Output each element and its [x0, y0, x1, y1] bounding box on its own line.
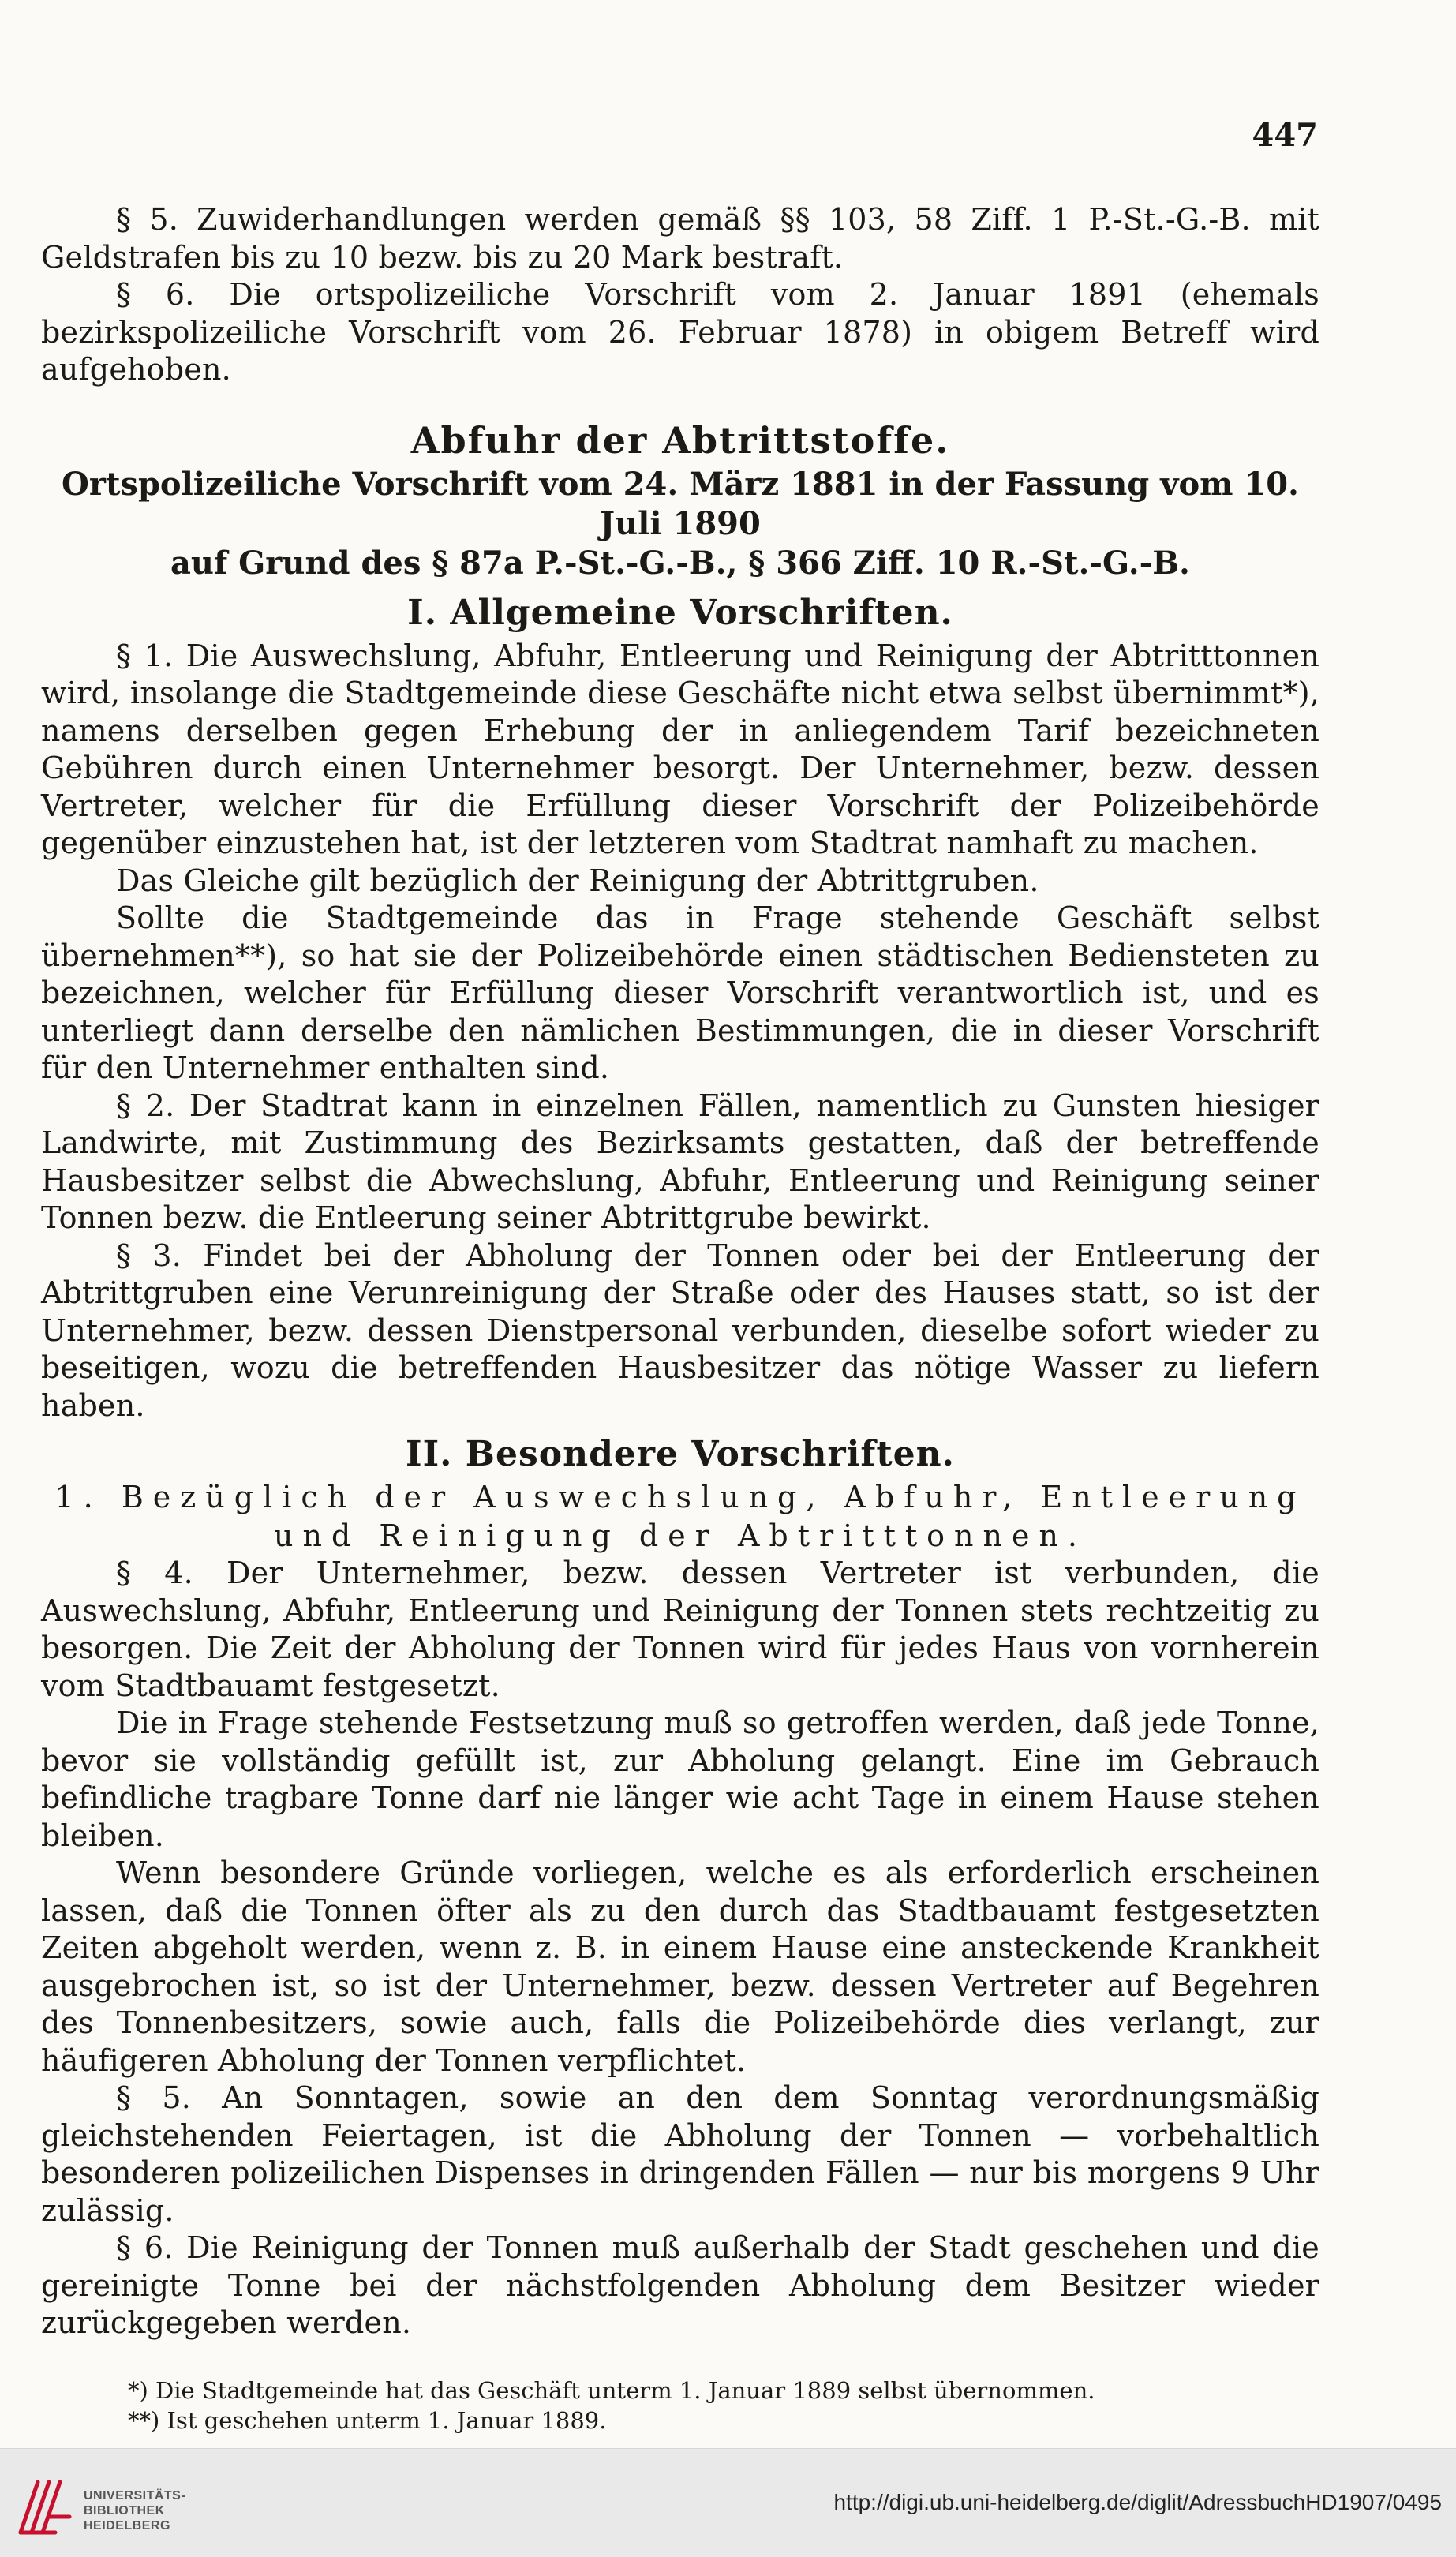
section-heading: I. Allgemeine Vorschriften. [407, 592, 953, 633]
footnotes [41, 2375, 1319, 2435]
library-logo[interactable] [14, 2471, 227, 2542]
intro-block [41, 201, 1319, 389]
paragraph: § 1. Die Auswechslung, Abfuhr, Entleerung und Reinigung der Abtritttonnen wird, insolange die Stadtgemeinde diese Geschäfte nicht etwa selbst übernimmt*), namens derselben gegen Erhebung der in anliegendem Tarif bezeichneten Gebühren durch einen Unternehmer besorgt. Der Unternehmer, bezw. dessen Vertreter, welcher für die Erfüllung dieser Vorschrift der Polizeibehörde gegenüber einzustehen hat, ist der letzteren vom Stadtrat namhaft zu machen. [41, 638, 1319, 860]
footnote: **) Ist geschehen unterm 1. Januar 1889. [128, 2406, 607, 2434]
logo-line: UNIVERSITÄTS- [84, 2489, 186, 2503]
paragraph: § 3. Findet bei der Abholung der Tonnen oder bei der Entleerung der Abtrittgruben eine Verunreinigung der Straße oder des Hauses statt, so ist der Unternehmer, bezw. dessen Dienstpersonal verbunden, dieselbe sofort wieder zu beseitigen, wozu die betreffenden Hausbesitzer das nötige Wasser zu liefern haben. [41, 1237, 1319, 1423]
paragraph: § 5. An Sonntagen, sowie an den dem Sonntag verordnungsmäßig gleichstehenden Feiertagen, ist die Abholung der Tonnen — vorbehaltlich besonderen polizeilichen Dispenses in dringenden Fällen — nur bis morgens 9 Uhr zulässig. [41, 2080, 1319, 2228]
article-title: Abfuhr der Abtrittstoffe. [410, 418, 950, 462]
paragraph: § 5. Zuwiderhandlungen werden gemäß §§ 103, 58 Ziff. 1 P.-St.-G.-B. mit Geldstrafen bis zu 10 bezw. bis zu 20 Mark bestraft. [41, 202, 1319, 275]
library-logo-icon [14, 2471, 76, 2539]
paragraph: Wenn besondere Gründe vorliegen, welche es als erforderlich erscheinen lassen, daß die Tonnen öfter als zu den durch das Stadtbauamt festgesetzten Zeiten abgeholt werden, wenn z. B. in einem Hause eine ansteckende Krankheit ausgebrochen ist, so ist der Unternehmer, bezw. dessen Vertreter auf Begehren des Tonnenbesitzers, sowie auch, falls die Polizeibehörde dies verlangt, zur häufigeren Abholung der Tonnen verpflichtet. [41, 1855, 1319, 2078]
paragraph: Das Gleiche gilt bezüglich der Reinigung der Abtrittgruben. [116, 863, 1039, 898]
footnote: *) Die Stadtgemeinde hat das Geschäft unterm 1. Januar 1889 selbst übernommen. [128, 2376, 1095, 2404]
permalink[interactable]: http://digi.ub.uni-heidelberg.de/diglit/AdressbuchHD1907/0495 [833, 2490, 1442, 2514]
section-heading: II. Besondere Vorschriften. [406, 1434, 955, 1474]
paragraph: Die in Frage stehende Festsetzung muß so getroffen werden, daß jede Tonne, bevor sie vollständig gefüllt ist, zur Abholung gelangt. Eine im Gebrauch befindliche tragbare Tonne darf nie länger wie acht Tage in einem Hause stehen bleiben. [41, 1705, 1319, 1853]
paragraph: § 6. Die ortspolizeiliche Vorschrift vom 2. Januar 1891 (ehemals bezirkspolizeiliche Vorschrift vom 26. Februar 1878) in obigem Betreff wird aufgehoben. [41, 277, 1319, 387]
subsection-heading-line2: und Reinigung der Abtritttonnen. [274, 1518, 1087, 1553]
article-subtitle-line1: Ortspolizeiliche Vorschrift vom 24. März 1881 in der Fassung vom 10. Juli 1890 [62, 465, 1299, 542]
paragraph: Sollte die Stadtgemeinde das in Frage stehende Geschäft selbst übernehmen**), so hat sie der Polizeibehörde einen städtischen Bediensteten zu bezeichnen, welcher für Erfüllung dieser Vorschrift verantwortlich ist, und es unterliegt dann derselbe den nämlichen Bestimmungen, die in dieser Vorschrift für den Unternehmer enthalten sind. [41, 900, 1319, 1085]
article-subtitle-line2: auf Grund des § 87a P.-St.-G.-B., § 366 Ziff. 10 R.-St.-G.-B. [170, 544, 1190, 582]
logo-line: HEIDELBERG [84, 2519, 170, 2533]
subsection-heading-line1: 1. Bezüglich der Auswechslung, Abfuhr, Entleerung [54, 1480, 1306, 1514]
page-number: 447 [1252, 117, 1318, 154]
paragraph: § 6. Die Reinigung der Tonnen muß außerhalb der Stadt geschehen und die gereinigte Tonne bei der nächstfolgenden Abholung dem Besitzer wieder zurückgegeben werden. [41, 2230, 1319, 2340]
paragraph: § 4. Der Unternehmer, bezw. dessen Vertreter ist verbunden, die Auswechslung, Abfuhr, Entleerung und Reinigung der Tonnen stets rechtzeitig zu besorgen. Die Zeit der Abholung der Tonnen wird für jedes Haus von vornherein vom Stadtbauamt festgesetzt. [41, 1556, 1319, 1703]
library-logo-text [84, 2488, 185, 2533]
paragraph: § 2. Der Stadtrat kann in einzelnen Fällen, namentlich zu Gunsten hiesiger Landwirte, mit Zustimmung des Bezirksamts gestatten, daß der betreffende Hausbesitzer selbst die Abwechslung, Abfuhr, Entleerung und Reinigung seiner Tonnen bezw. die Entleerung seiner Abtrittgrube bewirkt. [41, 1088, 1319, 1235]
page-content [41, 110, 1319, 2435]
logo-line: BIBLIOTHEK [84, 2504, 165, 2518]
viewer-footer [0, 2448, 1456, 2557]
